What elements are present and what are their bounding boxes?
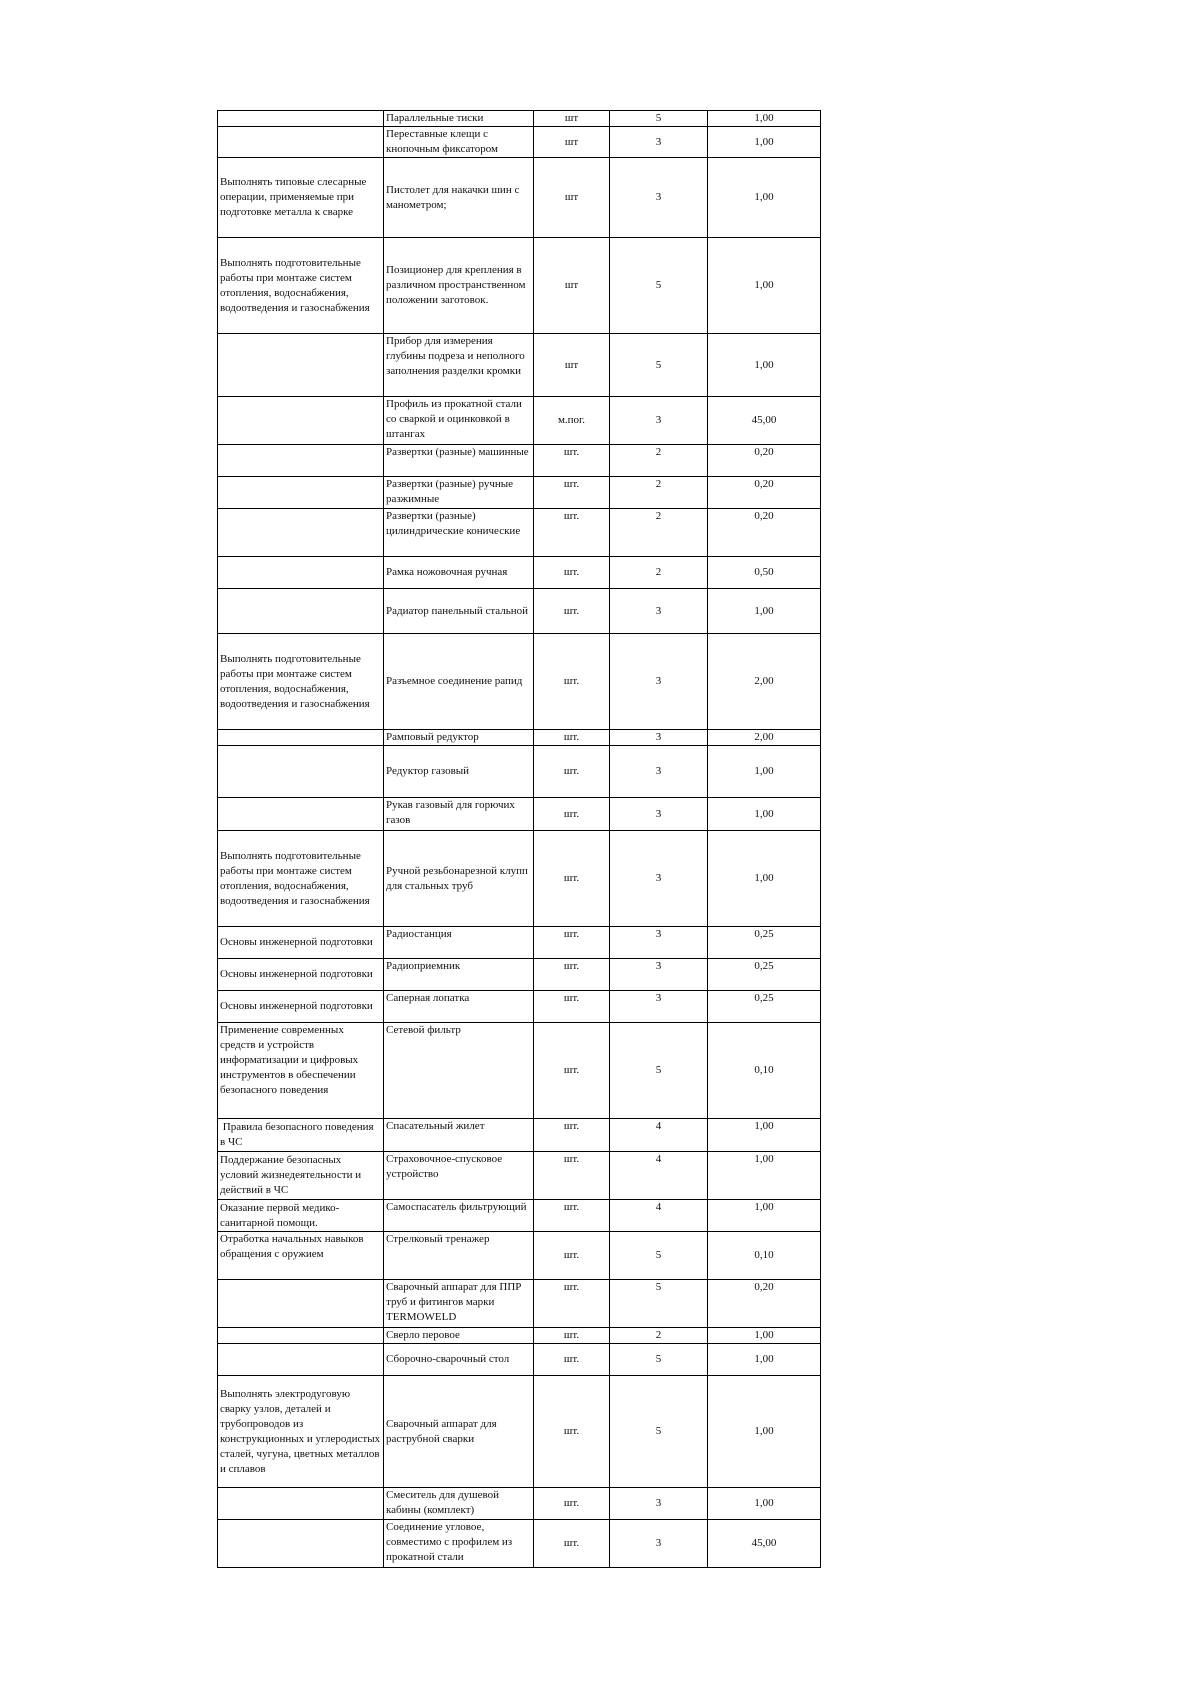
quantity-cell: 3 <box>610 798 708 831</box>
skill-cell <box>218 334 384 397</box>
unit-cell: шт. <box>534 959 610 991</box>
equipment-name: Рамповый редуктор <box>384 730 534 746</box>
unit-cell: шт. <box>534 798 610 831</box>
quantity-cell: 5 <box>610 334 708 397</box>
skill-cell <box>218 746 384 798</box>
equipment-name: Соединение угловое, совместимо с профилем из прокатной стали <box>384 1520 534 1568</box>
quantity-cell: 2 <box>610 509 708 557</box>
equipment-name: Сетевой фильтр <box>384 1023 534 1119</box>
skill-cell <box>218 1520 384 1568</box>
equipment-name: Рукав газовый для горючих газов <box>384 798 534 831</box>
skill-cell: Основы инженерной подготовки <box>218 927 384 959</box>
equipment-name: Пистолет для накачки шин с манометром; <box>384 158 534 238</box>
norm-cell: 0,20 <box>708 477 821 509</box>
unit-cell: шт. <box>534 991 610 1023</box>
quantity-cell: 3 <box>610 991 708 1023</box>
equipment-name: Страховочное-спусковое устройство <box>384 1152 534 1200</box>
unit-cell: шт. <box>534 1520 610 1568</box>
norm-cell: 1,00 <box>708 831 821 927</box>
skill-cell: Основы инженерной подготовки <box>218 959 384 991</box>
quantity-cell: 2 <box>610 1328 708 1344</box>
unit-cell: шт. <box>534 1023 610 1119</box>
quantity-cell: 4 <box>610 1200 708 1232</box>
unit-cell: шт. <box>534 730 610 746</box>
skill-cell: Поддержание безопасных условий жизнедеятельности и действий в ЧС <box>218 1152 384 1200</box>
table-row <box>218 509 821 557</box>
norm-cell: 0,25 <box>708 927 821 959</box>
unit-cell: шт. <box>534 746 610 798</box>
unit-cell: шт. <box>534 1328 610 1344</box>
equipment-name: Редуктор газовый <box>384 746 534 798</box>
skill-cell <box>218 477 384 509</box>
norm-cell: 1,00 <box>708 238 821 334</box>
equipment-name: Прибор для измерения глубины подреза и неполного заполнения разделки кромки <box>384 334 534 397</box>
quantity-cell: 3 <box>610 959 708 991</box>
skill-cell <box>218 127 384 158</box>
quantity-cell: 3 <box>610 831 708 927</box>
equipment-name: Самоспасатель фильтрующий <box>384 1200 534 1232</box>
unit-cell: шт. <box>534 1119 610 1152</box>
unit-cell: шт. <box>534 1344 610 1376</box>
norm-cell: 0,50 <box>708 557 821 589</box>
table-row <box>218 1232 821 1280</box>
unit-cell: шт. <box>534 634 610 730</box>
table-row <box>218 1152 821 1200</box>
norm-cell: 45,00 <box>708 397 821 445</box>
skill-cell <box>218 730 384 746</box>
quantity-cell: 3 <box>610 730 708 746</box>
quantity-cell: 5 <box>610 1023 708 1119</box>
table-row <box>218 959 821 991</box>
skill-cell: Выполнять электродуговую сварку узлов, деталей и трубопроводов из конструкционных и углеродистых сталей, чугуна, цветных металлов и сплавов <box>218 1376 384 1488</box>
norm-cell: 1,00 <box>708 1119 821 1152</box>
skill-cell <box>218 1488 384 1520</box>
quantity-cell: 2 <box>610 557 708 589</box>
quantity-cell: 5 <box>610 1376 708 1488</box>
norm-cell: 1,00 <box>708 1152 821 1200</box>
equipment-name: Спасательный жилет <box>384 1119 534 1152</box>
quantity-cell: 3 <box>610 1520 708 1568</box>
table-row <box>218 1328 821 1344</box>
norm-cell: 1,00 <box>708 1376 821 1488</box>
norm-cell: 0,20 <box>708 445 821 477</box>
table-row <box>218 746 821 798</box>
norm-cell: 1,00 <box>708 127 821 158</box>
table-row <box>218 334 821 397</box>
table-row <box>218 127 821 158</box>
table-row <box>218 238 821 334</box>
quantity-cell: 3 <box>610 127 708 158</box>
table-row <box>218 397 821 445</box>
table-row <box>218 991 821 1023</box>
unit-cell: шт <box>534 127 610 158</box>
equipment-name: Разъемное соединение рапид <box>384 634 534 730</box>
skill-cell: Правила безопасного поведения в ЧС <box>218 1119 384 1152</box>
table-row <box>218 111 821 127</box>
unit-cell: шт <box>534 238 610 334</box>
unit-cell: шт. <box>534 557 610 589</box>
norm-cell: 1,00 <box>708 1200 821 1232</box>
skill-cell <box>218 798 384 831</box>
skill-cell <box>218 1328 384 1344</box>
table-row <box>218 445 821 477</box>
skill-cell: Применение современных средств и устройств информатизации и цифровых инструментов в обеспечении безопасного поведения <box>218 1023 384 1119</box>
norm-cell: 1,00 <box>708 1488 821 1520</box>
skill-cell <box>218 397 384 445</box>
quantity-cell: 3 <box>610 589 708 634</box>
equipment-name: Параллельные тиски <box>384 111 534 127</box>
table-row <box>218 1376 821 1488</box>
equipment-table <box>217 110 821 1568</box>
table-row <box>218 1520 821 1568</box>
unit-cell: шт. <box>534 1376 610 1488</box>
table-row <box>218 730 821 746</box>
norm-cell: 45,00 <box>708 1520 821 1568</box>
equipment-name: Сверло перовое <box>384 1328 534 1344</box>
table-row <box>218 634 821 730</box>
equipment-name: Радиатор панельный стальной <box>384 589 534 634</box>
quantity-cell: 3 <box>610 634 708 730</box>
quantity-cell: 5 <box>610 1280 708 1328</box>
equipment-name: Радиоприемник <box>384 959 534 991</box>
table-row <box>218 589 821 634</box>
equipment-name: Развертки (разные) ручные разжимные <box>384 477 534 509</box>
table-row <box>218 1023 821 1119</box>
norm-cell: 2,00 <box>708 634 821 730</box>
equipment-name: Позиционер для крепления в различном пространственном положении заготовок. <box>384 238 534 334</box>
table-row <box>218 1344 821 1376</box>
norm-cell: 0,25 <box>708 959 821 991</box>
equipment-name: Рамка ножовочная ручная <box>384 557 534 589</box>
skill-cell <box>218 445 384 477</box>
unit-cell: шт. <box>534 445 610 477</box>
skill-cell: Выполнять подготовительные работы при монтаже систем отопления, водоснабжения, водоотведения и газоснабжения <box>218 831 384 927</box>
table-row <box>218 1119 821 1152</box>
skill-cell: Отработка начальных навыков обращения с оружием <box>218 1232 384 1280</box>
norm-cell: 1,00 <box>708 1328 821 1344</box>
equipment-name: Профиль из прокатной стали со сваркой и оцинковкой в штангах <box>384 397 534 445</box>
equipment-name: Радиостанция <box>384 927 534 959</box>
equipment-name: Сварочный аппарат для раструбной сварки <box>384 1376 534 1488</box>
equipment-name: Развертки (разные) машинные <box>384 445 534 477</box>
norm-cell: 1,00 <box>708 746 821 798</box>
quantity-cell: 3 <box>610 927 708 959</box>
skill-cell <box>218 111 384 127</box>
unit-cell: шт. <box>534 831 610 927</box>
norm-cell: 1,00 <box>708 334 821 397</box>
quantity-cell: 3 <box>610 158 708 238</box>
skill-cell: Основы инженерной подготовки <box>218 991 384 1023</box>
norm-cell: 2,00 <box>708 730 821 746</box>
norm-cell: 0,20 <box>708 1280 821 1328</box>
table-row <box>218 927 821 959</box>
unit-cell: шт <box>534 334 610 397</box>
skill-cell <box>218 509 384 557</box>
unit-cell: шт <box>534 158 610 238</box>
unit-cell: шт. <box>534 1200 610 1232</box>
unit-cell: шт. <box>534 1232 610 1280</box>
quantity-cell: 5 <box>610 238 708 334</box>
unit-cell: шт. <box>534 1280 610 1328</box>
quantity-cell: 5 <box>610 1344 708 1376</box>
table-row <box>218 158 821 238</box>
quantity-cell: 2 <box>610 445 708 477</box>
quantity-cell: 5 <box>610 111 708 127</box>
unit-cell: шт. <box>534 1152 610 1200</box>
norm-cell: 0,20 <box>708 509 821 557</box>
norm-cell: 0,10 <box>708 1023 821 1119</box>
table-row <box>218 798 821 831</box>
quantity-cell: 5 <box>610 1232 708 1280</box>
equipment-name: Смеситель для душевой кабины (комплект) <box>384 1488 534 1520</box>
equipment-name: Саперная лопатка <box>384 991 534 1023</box>
skill-cell <box>218 1344 384 1376</box>
quantity-cell: 2 <box>610 477 708 509</box>
norm-cell: 1,00 <box>708 1344 821 1376</box>
unit-cell: шт <box>534 111 610 127</box>
equipment-name: Сборочно-сварочный стол <box>384 1344 534 1376</box>
table-row <box>218 831 821 927</box>
equipment-name: Переставные клещи с кнопочным фиксатором <box>384 127 534 158</box>
table-row <box>218 557 821 589</box>
norm-cell: 0,25 <box>708 991 821 1023</box>
unit-cell: м.пог. <box>534 397 610 445</box>
skill-cell: Выполнять типовые слесарные операции, применяемые при подготовке металла к сварке <box>218 158 384 238</box>
quantity-cell: 3 <box>610 746 708 798</box>
table-row <box>218 1280 821 1328</box>
equipment-name: Развертки (разные) цилиндрические конические <box>384 509 534 557</box>
equipment-name: Сварочный аппарат для ППР труб и фитингов марки TERMOWELD <box>384 1280 534 1328</box>
skill-cell: Оказание первой медико-санитарной помощи. <box>218 1200 384 1232</box>
quantity-cell: 3 <box>610 1488 708 1520</box>
norm-cell: 1,00 <box>708 798 821 831</box>
unit-cell: шт. <box>534 1488 610 1520</box>
table-row <box>218 1200 821 1232</box>
quantity-cell: 4 <box>610 1119 708 1152</box>
unit-cell: шт. <box>534 477 610 509</box>
norm-cell: 1,00 <box>708 589 821 634</box>
norm-cell: 0,10 <box>708 1232 821 1280</box>
unit-cell: шт. <box>534 509 610 557</box>
table-row <box>218 477 821 509</box>
skill-cell: Выполнять подготовительные работы при монтаже систем отопления, водоснабжения, водоотведения и газоснабжения <box>218 634 384 730</box>
equipment-name: Стрелковый тренажер <box>384 1232 534 1280</box>
skill-cell <box>218 557 384 589</box>
unit-cell: шт. <box>534 927 610 959</box>
norm-cell: 1,00 <box>708 158 821 238</box>
skill-cell <box>218 1280 384 1328</box>
table-row <box>218 1488 821 1520</box>
quantity-cell: 3 <box>610 397 708 445</box>
equipment-name: Ручной резьбонарезной клупп для стальных труб <box>384 831 534 927</box>
quantity-cell: 4 <box>610 1152 708 1200</box>
skill-cell: Выполнять подготовительные работы при монтаже систем отопления, водоснабжения, водоотведения и газоснабжения <box>218 238 384 334</box>
skill-cell <box>218 589 384 634</box>
norm-cell: 1,00 <box>708 111 821 127</box>
unit-cell: шт. <box>534 589 610 634</box>
